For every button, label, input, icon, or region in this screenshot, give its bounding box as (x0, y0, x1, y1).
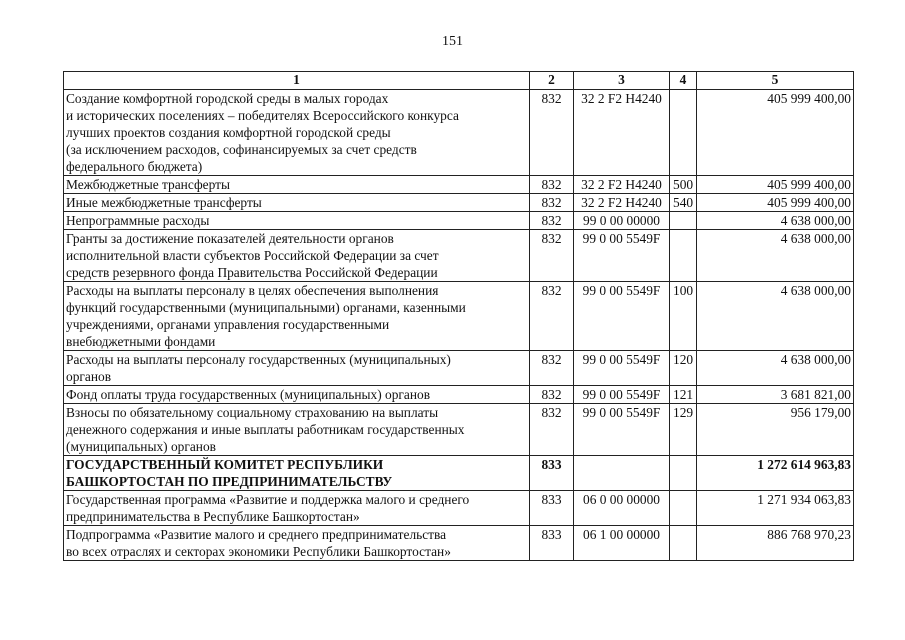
row-target-cell: 99 0 00 5549F (574, 230, 670, 282)
row-name-cell: Межбюджетные трансферты (64, 176, 530, 194)
table-row (64, 176, 854, 194)
table-row (64, 491, 854, 526)
row-ved-cell: 833 (530, 526, 574, 561)
row-type-cell (670, 90, 697, 176)
row-target-cell: 99 0 00 00000 (574, 212, 670, 230)
row-amount-cell: 405 999 400,00 (697, 194, 854, 212)
row-ved-cell: 832 (530, 230, 574, 282)
row-ved-cell: 832 (530, 212, 574, 230)
row-amount-cell: 956 179,00 (697, 404, 854, 456)
row-ved-cell: 832 (530, 176, 574, 194)
row-ved-cell: 832 (530, 386, 574, 404)
column-header-3: 3 (574, 72, 670, 90)
row-name-cell: Подпрограмма «Развитие малого и среднего предпринимательства во всех отраслях и секторах экономики Республики Башкортостан» (64, 526, 530, 561)
row-target-cell: 99 0 00 5549F (574, 404, 670, 456)
row-ved-cell: 833 (530, 456, 574, 491)
row-type-cell (670, 212, 697, 230)
row-type-cell: 120 (670, 351, 697, 386)
row-name-cell: Гранты за достижение показателей деятельности органов исполнительной власти субъектов Российской Федерации за счет средств резервного фонда Правительства Российской Федерации (64, 230, 530, 282)
row-ved-cell: 833 (530, 491, 574, 526)
row-target-cell: 06 0 00 00000 (574, 491, 670, 526)
row-amount-cell: 405 999 400,00 (697, 176, 854, 194)
row-ved-cell: 832 (530, 194, 574, 212)
row-type-cell: 500 (670, 176, 697, 194)
table-row (64, 404, 854, 456)
row-type-cell (670, 491, 697, 526)
column-header-1: 1 (64, 72, 530, 90)
row-name-cell: Непрограммные расходы (64, 212, 530, 230)
table-row (64, 282, 854, 351)
row-amount-cell: 405 999 400,00 (697, 90, 854, 176)
row-target-cell: 32 2 F2 H4240 (574, 194, 670, 212)
row-target-cell: 99 0 00 5549F (574, 351, 670, 386)
row-type-cell: 100 (670, 282, 697, 351)
column-header-4: 4 (670, 72, 697, 90)
row-amount-cell: 4 638 000,00 (697, 282, 854, 351)
table-row (64, 212, 854, 230)
row-amount-cell: 4 638 000,00 (697, 351, 854, 386)
row-amount-cell: 3 681 821,00 (697, 386, 854, 404)
row-ved-cell: 832 (530, 351, 574, 386)
table-row (64, 194, 854, 212)
row-name-cell: Фонд оплаты труда государственных (муниципальных) органов (64, 386, 530, 404)
row-name-cell: Расходы на выплаты персоналу в целях обеспечения выполнения функций государственными (муниципальными) органами, казенными учреждениями, органами управления государственными внебюджетными фондами (64, 282, 530, 351)
page-number: 151 (442, 34, 463, 49)
row-name-cell: Государственная программа «Развитие и поддержка малого и среднего предпринимательства в Республике Башкортостан» (64, 491, 530, 526)
budget-table (63, 71, 854, 561)
row-type-cell: 121 (670, 386, 697, 404)
column-header-2: 2 (530, 72, 574, 90)
row-type-cell (670, 526, 697, 561)
table-body (64, 90, 854, 561)
table-row (64, 90, 854, 176)
row-name-cell: Создание комфортной городской среды в малых городах и исторических поселениях – победителях Всероссийского конкурса лучших проектов создания комфортной городской среды (за исключением расходов, софинансируемых за счет средств федерального бюджета) (64, 90, 530, 176)
row-amount-cell: 1 272 614 963,83 (697, 456, 854, 491)
row-name-cell: Иные межбюджетные трансферты (64, 194, 530, 212)
row-target-cell: 32 2 F2 H4240 (574, 176, 670, 194)
table-header-row (64, 72, 854, 90)
table-row (64, 456, 854, 491)
row-target-cell: 99 0 00 5549F (574, 386, 670, 404)
row-amount-cell: 1 271 934 063,83 (697, 491, 854, 526)
row-amount-cell: 4 638 000,00 (697, 212, 854, 230)
row-name-cell: ГОСУДАРСТВЕННЫЙ КОМИТЕТ РЕСПУБЛИКИ БАШКОРТОСТАН ПО ПРЕДПРИНИМАТЕЛЬСТВУ (64, 456, 530, 491)
row-target-cell: 99 0 00 5549F (574, 282, 670, 351)
row-ved-cell: 832 (530, 282, 574, 351)
row-type-cell (670, 456, 697, 491)
row-type-cell: 540 (670, 194, 697, 212)
table-row (64, 386, 854, 404)
table-row (64, 526, 854, 561)
column-header-5: 5 (697, 72, 854, 90)
row-ved-cell: 832 (530, 90, 574, 176)
row-name-cell: Расходы на выплаты персоналу государственных (муниципальных) органов (64, 351, 530, 386)
row-ved-cell: 832 (530, 404, 574, 456)
row-type-cell: 129 (670, 404, 697, 456)
row-amount-cell: 886 768 970,23 (697, 526, 854, 561)
table-row (64, 351, 854, 386)
row-amount-cell: 4 638 000,00 (697, 230, 854, 282)
row-target-cell: 06 1 00 00000 (574, 526, 670, 561)
row-type-cell (670, 230, 697, 282)
row-target-cell: 32 2 F2 H4240 (574, 90, 670, 176)
row-name-cell: Взносы по обязательному социальному страхованию на выплаты денежного содержания и иные выплаты работникам государственных (муниципальных) органов (64, 404, 530, 456)
table-row (64, 230, 854, 282)
row-target-cell (574, 456, 670, 491)
